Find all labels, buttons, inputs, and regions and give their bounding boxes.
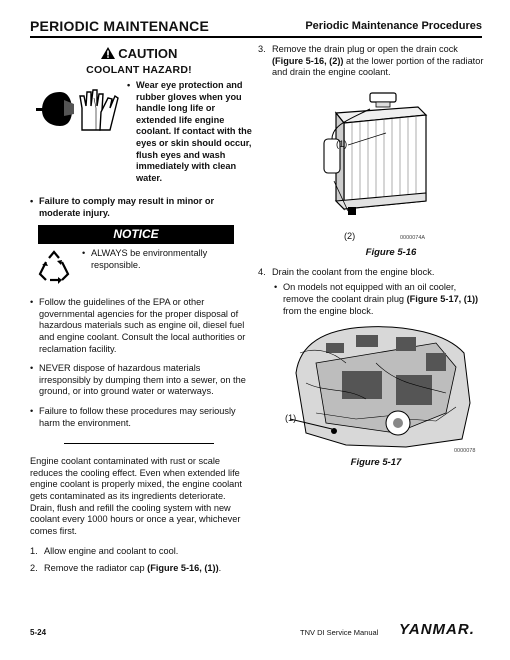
recycle-icon xyxy=(36,250,72,286)
fig16-leader-1 xyxy=(348,131,388,147)
caution-heading xyxy=(30,46,248,61)
warning-triangle-icon xyxy=(101,47,115,59)
step-4-sub xyxy=(274,282,484,317)
notice-item-1: • Follow the guidelines of the EPA or other governmental agencies for the proper disposal of hazardous materials such as engine oil, diesel fuel and engine coolant. Consult the local authorities or reclamation facility. xyxy=(30,297,248,355)
header-rule xyxy=(30,36,482,38)
caution-title: CAUTION xyxy=(118,46,178,61)
step-2 xyxy=(30,563,248,575)
fig17-caption: Figure 5-17 xyxy=(350,457,402,469)
hazard-title: COOLANT HAZARD! xyxy=(86,64,192,76)
step-2-number: 2. xyxy=(30,562,38,573)
notice-heading: NOTICE xyxy=(38,225,234,244)
figure-5-17 xyxy=(258,323,484,457)
notice-item-2: • NEVER dispose of hazardous materials irresponsibly by dumping them into a sewer, on the ground, or into ground water or waterways. xyxy=(30,363,248,398)
step-3 xyxy=(258,44,484,79)
caution-bullet-2: • Failure to comply may result in minor or moderate injury. xyxy=(30,196,248,219)
step-1 xyxy=(30,546,248,558)
fig17-callout-1: (1) xyxy=(285,413,297,424)
step-4-text: Drain the coolant from the engine block. xyxy=(272,266,435,277)
step-2-text: Remove the radiator cap xyxy=(44,562,148,573)
fig16-callout-2: (2) xyxy=(344,230,356,241)
step-2-end: . xyxy=(218,562,222,573)
notice-bullet-1: • ALWAYS be environmentally responsible. xyxy=(82,248,239,271)
step-4 xyxy=(258,267,484,279)
manual-title: TNV DI Service Manual xyxy=(300,628,379,637)
step-4-sub-post: from the engine block. xyxy=(283,305,374,316)
step-4-number: 4. xyxy=(258,266,266,277)
left-column xyxy=(30,44,252,574)
caution-bullet-1: • Wear eye protection and rubber gloves when you handle long life or extended life engine coolant. If contact with the eyes or skin should occur, flush eyes and wash immediately with clean water. xyxy=(127,80,257,184)
notice-env-block xyxy=(30,248,248,294)
page-number: 5-24 xyxy=(30,628,47,637)
goggles-gloves-icon xyxy=(30,86,122,132)
caution-block xyxy=(30,80,252,192)
section-subtitle: Periodic Maintenance Procedures xyxy=(305,20,482,32)
step-3-figure-ref[interactable]: (Figure 5-16, (2)) xyxy=(272,55,344,66)
step-3-text-pre: Remove the drain plug or open the drain cock xyxy=(272,44,458,54)
fig16-caption: Figure 5-16 xyxy=(365,246,417,258)
fig16-image-id: 0000074A xyxy=(400,234,426,241)
fig17-image-id: 0000078 xyxy=(454,448,476,455)
step-3-number: 3. xyxy=(258,44,266,54)
yanmar-logo: YANMAR. xyxy=(399,621,475,638)
figure-5-16 xyxy=(258,85,484,245)
fig16-callout-1: (1) xyxy=(336,138,348,149)
step-3-text-post: at the lower portion of the radiator and drain the engine coolant. xyxy=(272,55,484,78)
engine-block-illustration xyxy=(286,323,476,451)
step-4-figure-ref[interactable]: (Figure 5-17, (1)) xyxy=(406,293,479,304)
step-1-text: Allow engine and coolant to cool. xyxy=(44,546,179,557)
section-title: PERIODIC MAINTENANCE xyxy=(30,18,210,34)
body-paragraph: Engine coolant contaminated with rust or scale reduces the cooling effect. Even when extended life engine coolant is properly mixed, the engine coolant gets contaminated as its ingredients deteriorate. Drain, flush and refill the cooling system with new coolant every 1000 hours or once a year, whichever comes first. xyxy=(30,456,242,536)
notice-end-rule xyxy=(64,443,214,444)
notice-item-3: • Failure to follow these procedures may seriously harm the environment. xyxy=(30,406,248,429)
step-2-figure-ref[interactable]: (Figure 5-16, (1)) xyxy=(147,562,219,573)
step-1-number: 1. xyxy=(30,546,38,557)
right-column xyxy=(258,44,484,468)
radiator-illustration xyxy=(314,85,444,225)
step-4-sub-pre: On models not equipped with an oil cooler, remove the coolant drain plug xyxy=(283,282,457,304)
